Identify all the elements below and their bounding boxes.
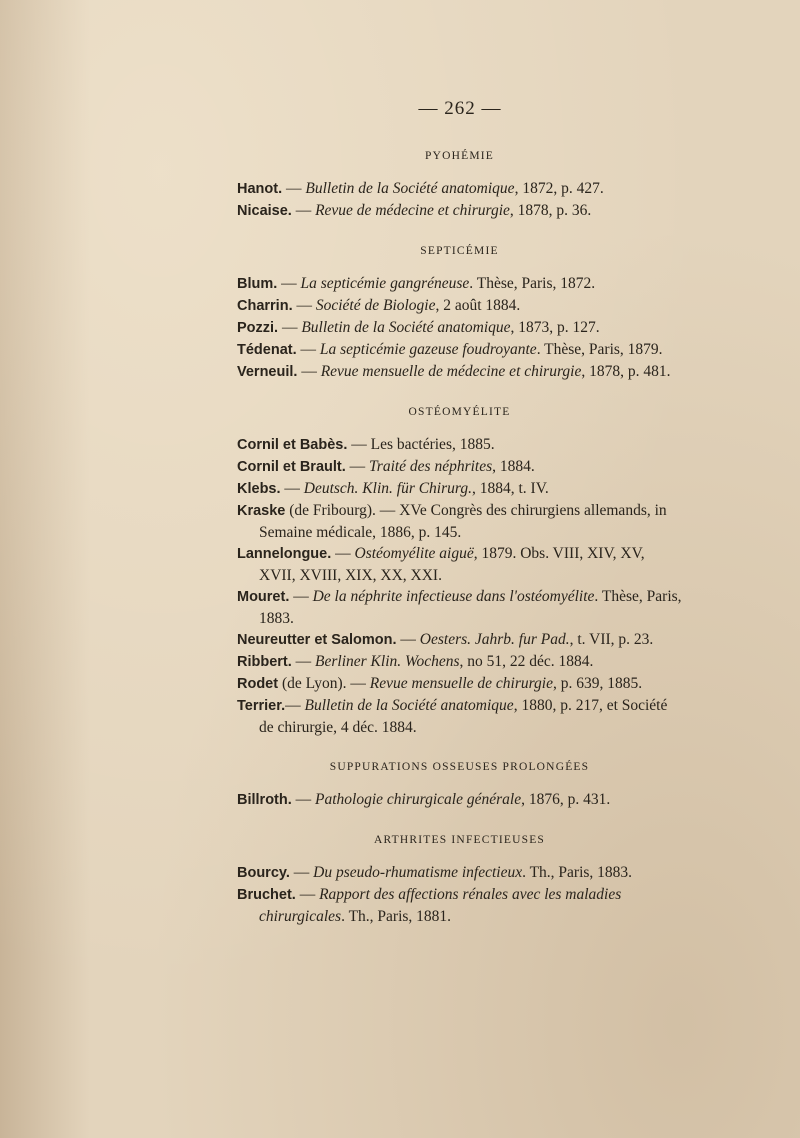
entry-title: Revue mensuelle de médecine et chirurgie: [320, 363, 582, 380]
section-title: OSTÉOMYÉLITE: [408, 406, 511, 418]
entry-author: Kraske: [237, 503, 286, 519]
entry-author: Verneuil.: [237, 364, 298, 380]
bibliography-entry: [237, 295, 682, 317]
entry-author: Pozzi.: [237, 320, 279, 336]
entry-author: Rodet: [237, 676, 279, 692]
entry-title: Bulletin de la Société anatomique: [305, 180, 515, 197]
entry-author: Hanot.: [237, 181, 283, 197]
entry-separator: —: [285, 697, 305, 714]
bibliography-section: [237, 406, 682, 738]
bibliography-section: [237, 150, 682, 222]
entry-title: Revue mensuelle de chirurgie: [369, 675, 553, 692]
bibliography-entry: [237, 478, 682, 500]
entry-author: Bruchet.: [237, 887, 296, 903]
bibliography-entry: [237, 339, 682, 361]
entry-separator: —: [291, 653, 316, 670]
entry-separator: —: [291, 202, 316, 219]
entry-separator: —: [295, 886, 320, 903]
entry-author: Terrier.: [237, 698, 286, 714]
entry-author: Ribbert.: [237, 654, 292, 670]
entry-separator: —: [396, 631, 420, 648]
bibliography-entry: [237, 789, 682, 811]
entry-separator: (de Fribourg). —: [285, 502, 400, 519]
bibliography-entry: [237, 361, 682, 383]
bibliography-entry: [237, 673, 682, 695]
bibliography-entry: [237, 434, 682, 456]
entry-details: , 2 août 1884.: [435, 297, 521, 314]
entry-separator: —: [331, 545, 355, 562]
entry-separator: —: [278, 319, 302, 336]
page-number: — 262 —: [418, 98, 502, 119]
entry-details: . Thèse, Paris, 1883.: [259, 588, 682, 627]
entry-title: Traité des néphrites: [369, 458, 493, 475]
entry-details: , 1878, p. 481.: [581, 363, 671, 380]
bibliography-entry: [237, 862, 682, 884]
entry-details: , 1884.: [492, 458, 535, 475]
entry-separator: —: [289, 864, 314, 881]
entry-title: Revue de médecine et chirurgie: [315, 202, 510, 219]
section-title: PYOHÉMIE: [424, 150, 494, 162]
entry-author: Lannelongue.: [237, 546, 332, 562]
entry-author: Cornil et Brault.: [237, 459, 346, 475]
bibliography-entry: [237, 651, 682, 673]
bibliography-entry: [237, 884, 682, 927]
entry-details: , 1884, t. IV.: [471, 480, 549, 497]
entry-author: Bourcy.: [237, 865, 290, 881]
entry-separator: —: [289, 588, 313, 605]
section-title: SEPTICÉMIE: [420, 245, 499, 257]
entry-details: , 1873, p. 127.: [510, 319, 600, 336]
entry-title: Oesters. Jahrb. fur Pad.: [419, 631, 570, 648]
entry-author: Blum.: [237, 276, 278, 292]
entry-author: Charrin.: [237, 298, 293, 314]
bibliography-entry: [237, 456, 682, 478]
entry-separator: —: [345, 458, 370, 475]
entry-title: Ostéomyélite aiguë: [354, 545, 474, 562]
entry-details: , no 51, 22 déc. 1884.: [459, 653, 594, 670]
entry-title: Rapport des affections rénales avec les maladies chirurgicales: [259, 886, 622, 925]
bibliography-entry: [237, 178, 682, 200]
entry-title: La septicémie gazeuse foudroyante: [319, 341, 537, 358]
entry-title: De la néphrite infectieuse dans l'ostéomyélite: [312, 588, 595, 605]
entry-title: Du pseudo-rhumatisme infectieux: [313, 864, 523, 881]
bibliography-entry: [237, 629, 682, 651]
entry-separator: —: [277, 275, 301, 292]
entry-author: Mouret.: [237, 589, 290, 605]
entry-separator: —: [280, 480, 304, 497]
entry-separator: —: [297, 363, 321, 380]
entry-title: Pathologie chirurgicale générale: [315, 791, 522, 808]
bibliography-section: [237, 245, 682, 383]
bibliography-content: [237, 150, 682, 950]
entry-title: Berliner Klin. Wochens: [315, 653, 460, 670]
entry-details: . Th., Paris, 1883.: [522, 864, 633, 881]
section-title: SUPPURATIONS OSSEUSES PROLONGÉES: [329, 761, 590, 773]
entry-author: Billroth.: [237, 792, 292, 808]
section-title: ARTHRITES INFECTIEUSES: [373, 834, 546, 846]
entry-separator: (de Lyon). —: [278, 675, 370, 692]
entry-details: , 1878, p. 36.: [509, 202, 592, 219]
entry-title: Bulletin de la Société anatomique: [304, 697, 514, 714]
bibliography-entry: [237, 695, 682, 738]
entry-separator: —: [292, 297, 316, 314]
bibliography-entry: [237, 200, 682, 222]
bibliography-entry: [237, 317, 682, 339]
entry-details: Les bactéries, 1885.: [370, 436, 495, 453]
entry-title: Société de Biologie: [315, 297, 436, 314]
entry-separator: —: [347, 436, 371, 453]
bibliography-section: [237, 761, 682, 811]
bibliography-entry: [237, 500, 682, 543]
entry-details: . Thèse, Paris, 1872.: [469, 275, 596, 292]
entry-details: XVe Congrès des chirurgiens allemands, in Semaine médicale, 1886, p. 145.: [259, 502, 667, 541]
entry-details: , t. VII, p. 23.: [569, 631, 654, 648]
entry-title: Deutsch. Klin. für Chirurg.: [303, 480, 472, 497]
entry-author: Neureutter et Salomon.: [237, 632, 397, 648]
entry-author: Klebs.: [237, 481, 281, 497]
entry-details: , 1876, p. 431.: [521, 791, 611, 808]
entry-details: . Thèse, Paris, 1879.: [536, 341, 663, 358]
entry-separator: —: [296, 341, 320, 358]
bibliography-entry: [237, 273, 682, 295]
entry-separator: —: [291, 791, 316, 808]
entry-separator: —: [282, 180, 306, 197]
entry-author: Cornil et Babès.: [237, 437, 348, 453]
entry-title: Bulletin de la Société anatomique: [301, 319, 511, 336]
entry-author: Nicaise.: [237, 203, 292, 219]
entry-details: , 1872, p. 427.: [514, 180, 604, 197]
bibliography-entry: [237, 586, 682, 629]
entry-author: Tédenat.: [237, 342, 297, 358]
entry-details: . Th., Paris, 1881.: [341, 908, 452, 925]
bibliography-section: [237, 834, 682, 927]
entry-details: , 1879. Obs. VIII, XIV, XV, XVII, XVIII, XIX, XX, XXI.: [259, 545, 645, 584]
entry-details: , p. 639, 1885.: [553, 675, 643, 692]
entry-title: La septicémie gangréneuse: [300, 275, 470, 292]
bibliography-entry: [237, 543, 682, 586]
entry-details: , 1880, p. 217, et Société de chirurgie, 4 déc. 1884.: [259, 697, 668, 736]
